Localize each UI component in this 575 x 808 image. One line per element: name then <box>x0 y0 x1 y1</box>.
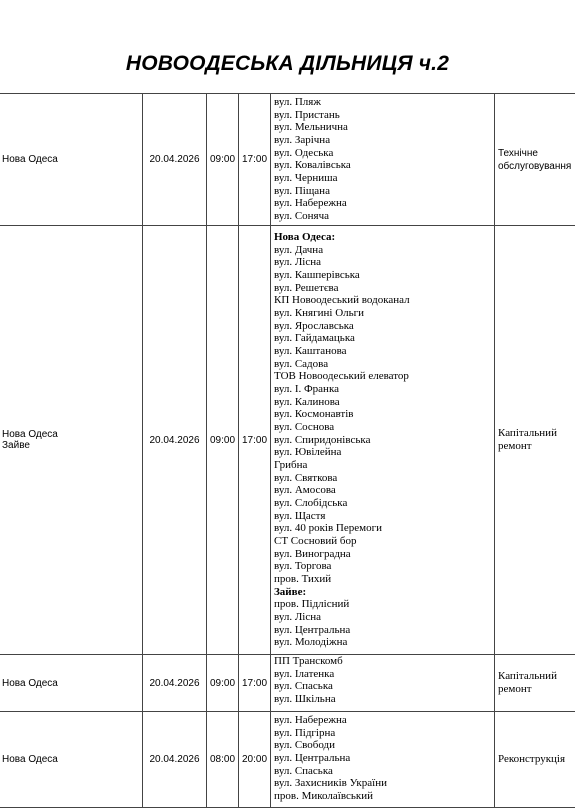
time-to-cell: 17:00 <box>239 226 271 655</box>
location-cell <box>0 94 143 226</box>
locality-heading: Зайве: <box>274 586 492 599</box>
location-name: Нова Одеса <box>2 429 142 440</box>
street-item: вул. Зарічна <box>274 134 492 147</box>
street-item: вул. Соняча <box>274 210 492 223</box>
date-cell: 20.04.2026 <box>143 712 207 808</box>
street-item: вул. Виноградна <box>274 548 492 561</box>
work-type-cell: Капітальний ремонт <box>495 226 575 655</box>
street-item: вул. Княгині Ольги <box>274 307 492 320</box>
street-item: вул. Спаська <box>274 765 492 778</box>
table-row <box>0 712 575 808</box>
date-cell: 20.04.2026 <box>143 94 207 226</box>
street-item: ТОВ Новоодеський елеватор <box>274 370 492 383</box>
street-item: вул. Калинова <box>274 396 492 409</box>
street-item: вул. Набережна <box>274 714 492 727</box>
street-item: вул. Ковалівська <box>274 159 492 172</box>
street-item: вул. Кашперівська <box>274 269 492 282</box>
street-item: вул. Щастя <box>274 510 492 523</box>
street-item: вул. Ювілейна <box>274 446 492 459</box>
date-cell: 20.04.2026 <box>143 226 207 655</box>
streets-cell <box>271 712 495 808</box>
table-row <box>0 226 575 655</box>
street-item: пров. Підлісний <box>274 598 492 611</box>
street-item: вул. Спаська <box>274 680 492 693</box>
street-item: вул. І. Франка <box>274 383 492 396</box>
street-item: вул. Центральна <box>274 624 492 637</box>
work-type-cell: Технічне обслуговування <box>495 94 575 226</box>
location-name: Зайве <box>2 440 142 451</box>
outage-schedule-table <box>0 93 575 808</box>
time-from-cell: 09:00 <box>207 655 239 712</box>
street-item: вул. Свободи <box>274 739 492 752</box>
locality-heading: Нова Одеса: <box>274 231 492 244</box>
location-name: Нова Одеса <box>2 678 142 689</box>
streets-cell <box>271 226 495 655</box>
time-from-cell: 09:00 <box>207 226 239 655</box>
street-item: вул. Піщана <box>274 185 492 198</box>
location-name: Нова Одеса <box>2 154 142 165</box>
work-type-cell: Реконструкція <box>495 712 575 808</box>
street-item: КП Новоодеський водоканал <box>274 294 492 307</box>
street-item: вул. 40 років Перемоги <box>274 522 492 535</box>
streets-cell <box>271 655 495 712</box>
street-item: вул. Слобідська <box>274 497 492 510</box>
street-item: пров. Тихий <box>274 573 492 586</box>
street-item: вул. Каштанова <box>274 345 492 358</box>
street-item: вул. Соснова <box>274 421 492 434</box>
page-title: НОВООДЕСЬКА ДІЛЬНИЦЯ ч.2 <box>0 52 575 76</box>
time-to-cell: 17:00 <box>239 94 271 226</box>
work-type-cell: Капітальний ремонт <box>495 655 575 712</box>
location-cell <box>0 655 143 712</box>
table-row <box>0 94 575 226</box>
street-item: вул. Набережна <box>274 197 492 210</box>
street-item: вул. Пляж <box>274 96 492 109</box>
street-item: вул. Молодіжна <box>274 636 492 649</box>
location-cell <box>0 712 143 808</box>
table-row <box>0 655 575 712</box>
street-item: вул. Шкільна <box>274 693 492 706</box>
street-item: вул. Космонавтів <box>274 408 492 421</box>
street-item: ПП Транскомб <box>274 655 492 668</box>
street-item: Грибна <box>274 459 492 472</box>
street-item: вул. Центральна <box>274 752 492 765</box>
date-cell: 20.04.2026 <box>143 655 207 712</box>
street-item: вул. Одеська <box>274 147 492 160</box>
time-from-cell: 08:00 <box>207 712 239 808</box>
street-item: вул. Садова <box>274 358 492 371</box>
time-to-cell: 20:00 <box>239 712 271 808</box>
street-item: вул. Підгірна <box>274 727 492 740</box>
street-item: пров. Миколаївський <box>274 790 492 803</box>
location-name: Нова Одеса <box>2 754 142 765</box>
time-to-cell: 17:00 <box>239 655 271 712</box>
street-item: вул. Дачна <box>274 244 492 257</box>
street-item: вул. Спиридонівська <box>274 434 492 447</box>
location-cell <box>0 226 143 655</box>
street-item: вул. Ілатенка <box>274 668 492 681</box>
street-item: вул. Амосова <box>274 484 492 497</box>
street-item: вул. Святкова <box>274 472 492 485</box>
street-item: вул. Мельнична <box>274 121 492 134</box>
street-item: СТ Сосновий бор <box>274 535 492 548</box>
street-item: вул. Ярославська <box>274 320 492 333</box>
street-item: вул. Черниша <box>274 172 492 185</box>
street-item: вул. Решетєва <box>274 282 492 295</box>
street-item: вул. Пристань <box>274 109 492 122</box>
street-item: вул. Лісна <box>274 611 492 624</box>
streets-cell <box>271 94 495 226</box>
street-item: вул. Захисників України <box>274 777 492 790</box>
street-item: вул. Гайдамацька <box>274 332 492 345</box>
street-item: вул. Торгова <box>274 560 492 573</box>
street-item: вул. Лісна <box>274 256 492 269</box>
time-from-cell: 09:00 <box>207 94 239 226</box>
